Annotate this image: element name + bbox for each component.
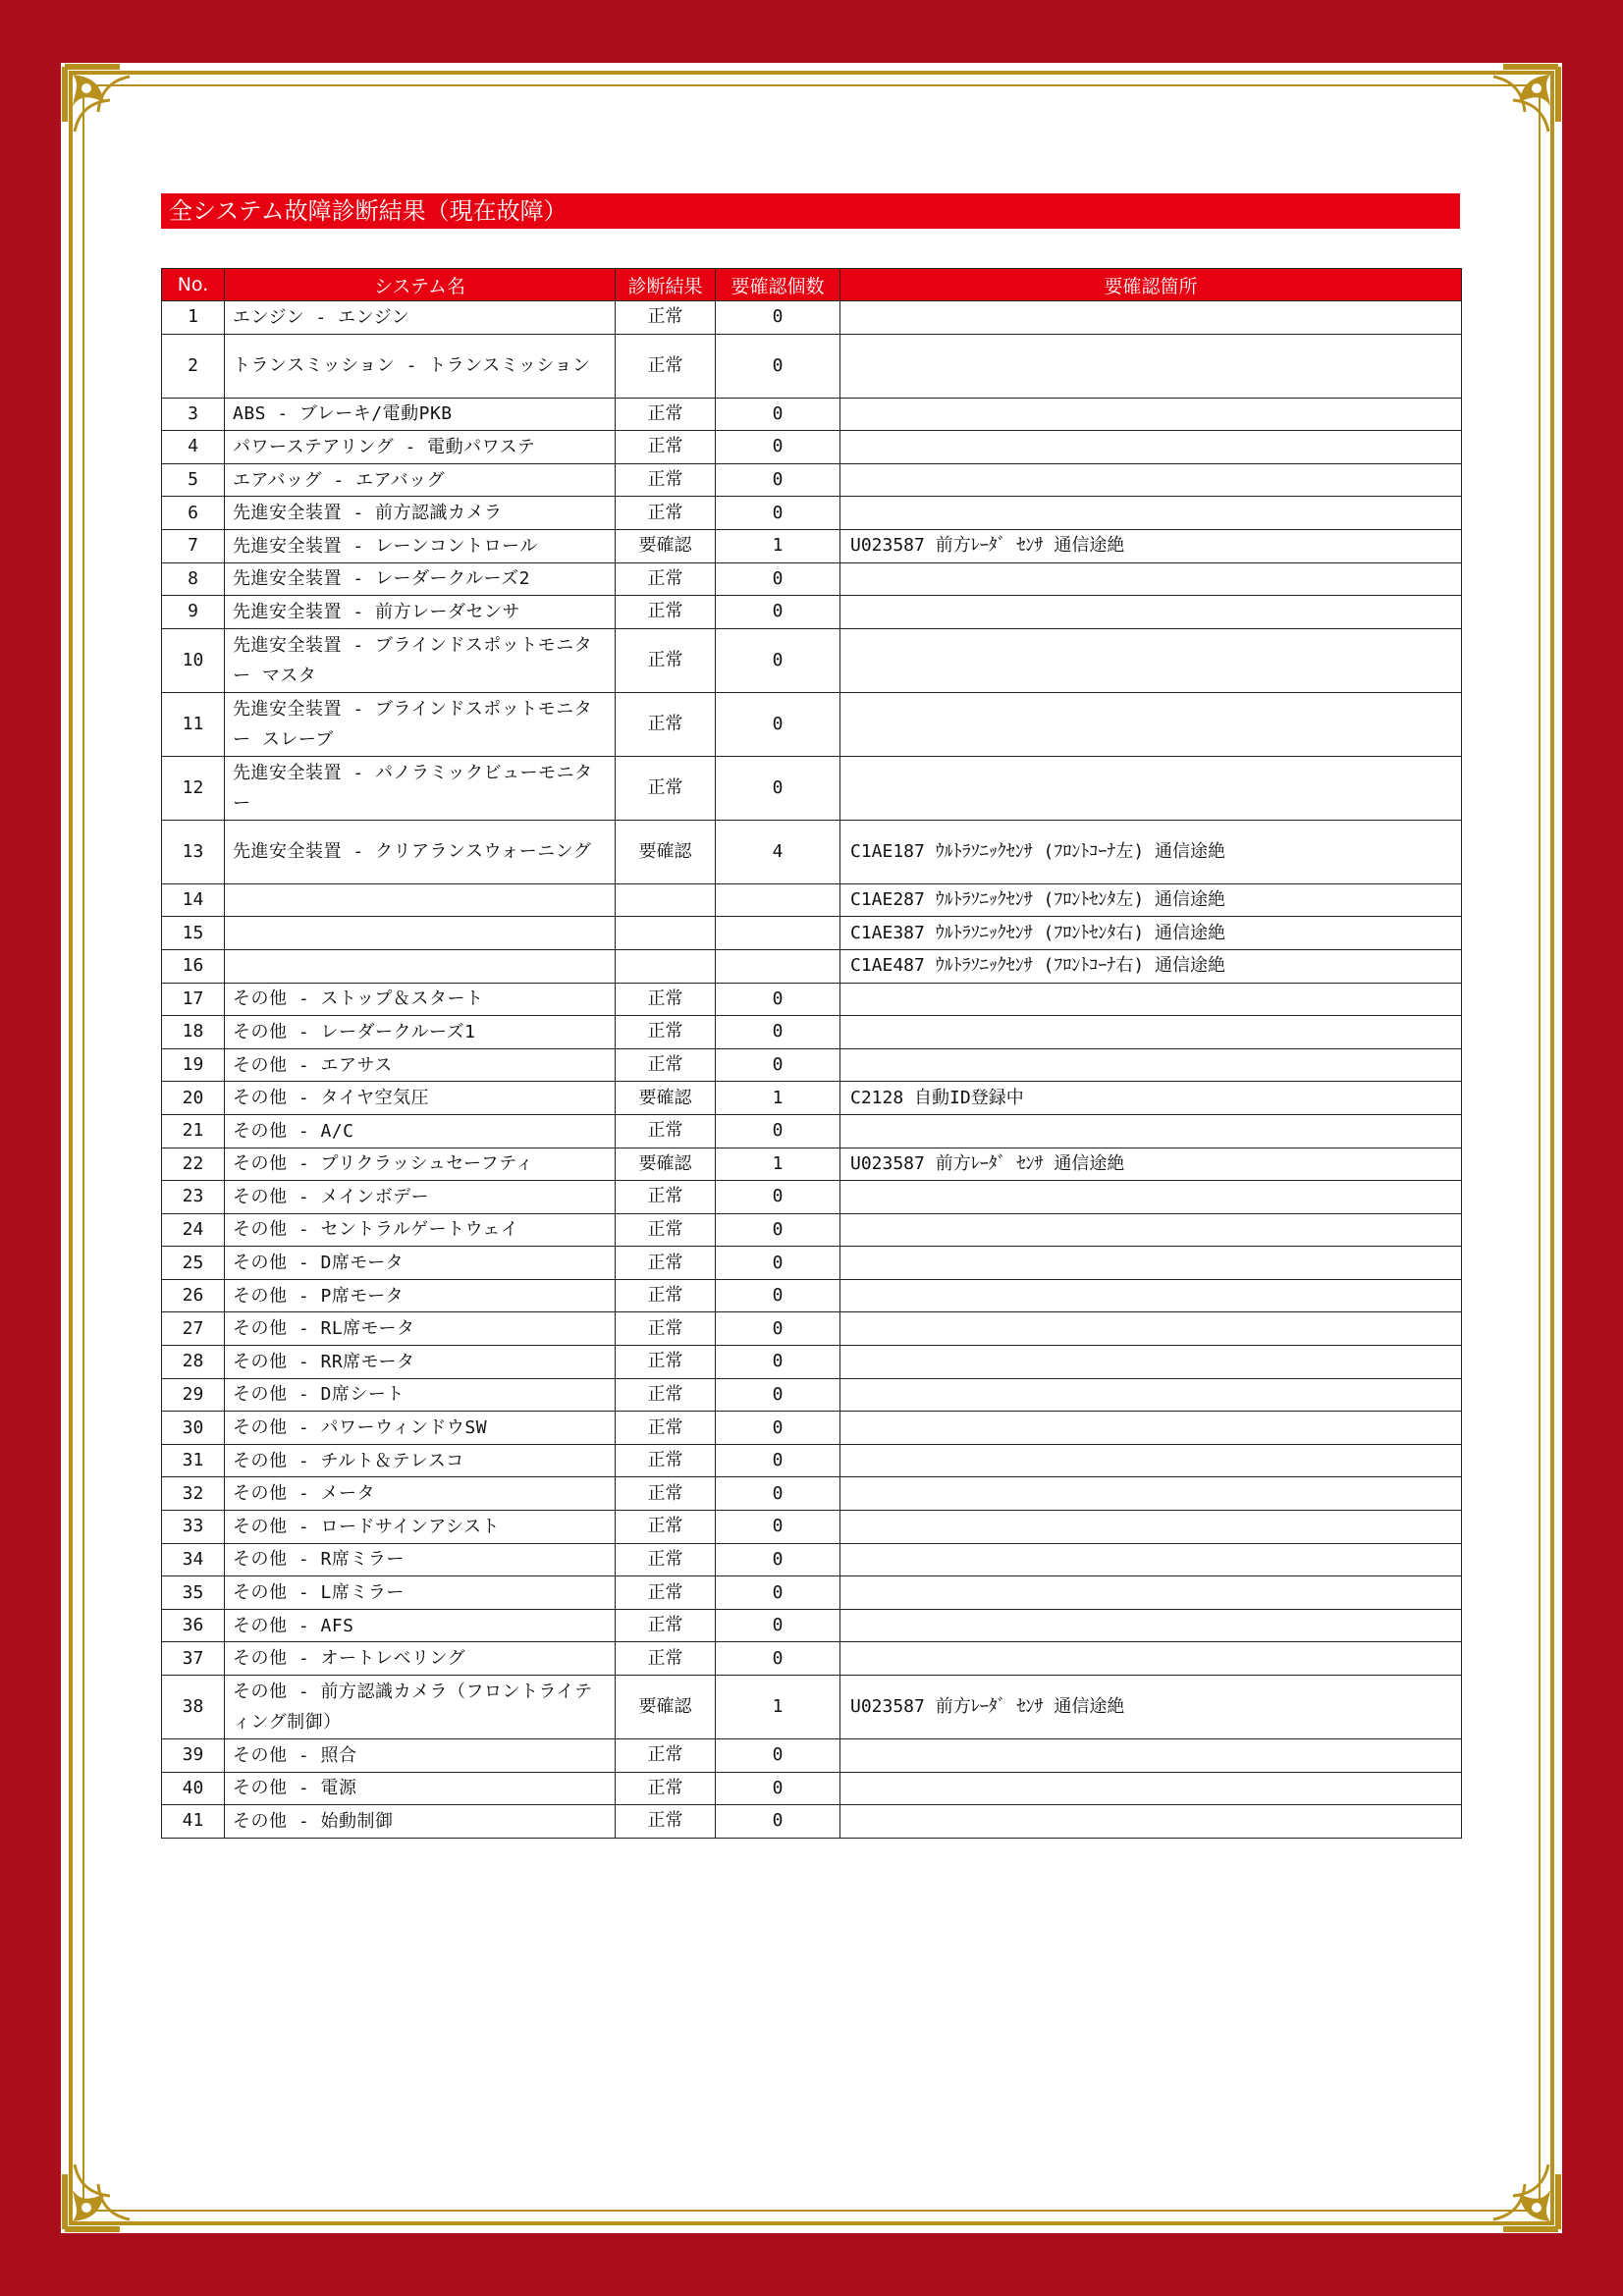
column-header-result: 診断結果	[616, 269, 716, 301]
table-row	[162, 1016, 1462, 1049]
cell-count: 1	[716, 529, 840, 562]
cell-system: その他 - ロードサインアシスト	[225, 1511, 616, 1544]
cell-no: 12	[162, 756, 225, 820]
table-row	[162, 1412, 1462, 1445]
cell-system: その他 - チルト＆テレスコ	[225, 1444, 616, 1477]
cell-result: 正常	[616, 463, 716, 497]
table-row	[162, 628, 1462, 692]
cell-no: 21	[162, 1114, 225, 1148]
cell-count	[716, 917, 840, 950]
table-row	[162, 1477, 1462, 1511]
cell-system: 先進安全装置 - パノラミックビューモニター	[225, 756, 616, 820]
cell-no: 15	[162, 917, 225, 950]
cell-location	[840, 1576, 1462, 1610]
cell-count: 1	[716, 1148, 840, 1181]
cell-count: 0	[716, 334, 840, 398]
cell-result: 正常	[616, 1642, 716, 1676]
cell-count: 0	[716, 301, 840, 335]
cell-count: 0	[716, 398, 840, 431]
cell-result: 正常	[616, 692, 716, 756]
cell-result: 要確認	[616, 820, 716, 883]
cell-system: その他 - 電源	[225, 1772, 616, 1805]
cell-location	[840, 1511, 1462, 1544]
column-header-system: システム名	[225, 269, 616, 301]
cell-result: 正常	[616, 596, 716, 629]
table-row	[162, 497, 1462, 530]
cell-count: 0	[716, 562, 840, 596]
cell-system: その他 - パワーウィンドウSW	[225, 1412, 616, 1445]
cell-no: 7	[162, 529, 225, 562]
cell-system: パワーステアリング - 電動パワステ	[225, 431, 616, 464]
cell-location	[840, 431, 1462, 464]
cell-no: 10	[162, 628, 225, 692]
cell-system: その他 - 照合	[225, 1739, 616, 1773]
table-row	[162, 463, 1462, 497]
cell-result: 正常	[616, 1576, 716, 1610]
cell-system: その他 - エアサス	[225, 1048, 616, 1082]
cell-result: 正常	[616, 334, 716, 398]
cell-system: その他 - メータ	[225, 1477, 616, 1511]
table-row	[162, 562, 1462, 596]
cell-result: 正常	[616, 1279, 716, 1312]
table-row	[162, 917, 1462, 950]
cell-system: その他 - タイヤ空気圧	[225, 1082, 616, 1115]
cell-result: 正常	[616, 431, 716, 464]
cell-result: 正常	[616, 1181, 716, 1214]
cell-location	[840, 497, 1462, 530]
cell-result: 正常	[616, 1739, 716, 1773]
ornament-corner-icon	[61, 63, 149, 151]
cell-count: 0	[716, 1346, 840, 1379]
column-header-no: No.	[162, 269, 225, 301]
cell-system: その他 - A/C	[225, 1114, 616, 1148]
cell-count: 0	[716, 1312, 840, 1346]
cell-count: 0	[716, 1772, 840, 1805]
cell-location	[840, 756, 1462, 820]
cell-system: その他 - プリクラッシュセーフティ	[225, 1148, 616, 1181]
cell-system: その他 - R席ミラー	[225, 1543, 616, 1576]
cell-count: 0	[716, 1576, 840, 1610]
cell-result: 正常	[616, 1805, 716, 1839]
cell-count: 0	[716, 1805, 840, 1839]
cell-location	[840, 1412, 1462, 1445]
cell-count: 0	[716, 1114, 840, 1148]
table-row	[162, 1247, 1462, 1280]
cell-no: 3	[162, 398, 225, 431]
table-row	[162, 334, 1462, 398]
cell-count: 0	[716, 1247, 840, 1280]
cell-location	[840, 1805, 1462, 1839]
cell-system: エンジン - エンジン	[225, 301, 616, 335]
cell-system: その他 - セントラルゲートウェイ	[225, 1213, 616, 1247]
cell-count: 0	[716, 1477, 840, 1511]
cell-system: トランスミッション - トランスミッション	[225, 334, 616, 398]
cell-location	[840, 1477, 1462, 1511]
cell-result: 正常	[616, 1543, 716, 1576]
cell-result: 正常	[616, 562, 716, 596]
cell-count: 0	[716, 1543, 840, 1576]
cell-count: 0	[716, 497, 840, 530]
table-row	[162, 1739, 1462, 1773]
table-row	[162, 1312, 1462, 1346]
cell-result: 要確認	[616, 529, 716, 562]
cell-no: 38	[162, 1676, 225, 1739]
cell-location	[840, 1378, 1462, 1412]
table-row	[162, 756, 1462, 820]
cell-location	[840, 1772, 1462, 1805]
cell-location	[840, 1346, 1462, 1379]
cell-no: 40	[162, 1772, 225, 1805]
table-row	[162, 983, 1462, 1016]
table-row	[162, 1444, 1462, 1477]
cell-result: 正常	[616, 1312, 716, 1346]
cell-location: C1AE387 ｳﾙﾄﾗｿﾆｯｸｾﾝｻ (ﾌﾛﾝﾄｾﾝﾀ右) 通信途絶	[840, 917, 1462, 950]
cell-location	[840, 1609, 1462, 1642]
table-row	[162, 1511, 1462, 1544]
cell-result: 正常	[616, 1412, 716, 1445]
cell-result: 要確認	[616, 1676, 716, 1739]
cell-location	[840, 628, 1462, 692]
cell-system: 先進安全装置 - レーンコントロール	[225, 529, 616, 562]
cell-location	[840, 1181, 1462, 1214]
cell-count: 0	[716, 1642, 840, 1676]
cell-system	[225, 917, 616, 950]
cell-no: 17	[162, 983, 225, 1016]
cell-no: 36	[162, 1609, 225, 1642]
cell-no: 14	[162, 883, 225, 917]
cell-system: ABS - ブレーキ/電動PKB	[225, 398, 616, 431]
cell-result: 正常	[616, 756, 716, 820]
table-row	[162, 398, 1462, 431]
cell-location	[840, 1543, 1462, 1576]
cell-result	[616, 883, 716, 917]
cell-count	[716, 949, 840, 983]
cell-no: 11	[162, 692, 225, 756]
cell-location	[840, 301, 1462, 335]
table-row	[162, 596, 1462, 629]
cell-system: 先進安全装置 - 前方認識カメラ	[225, 497, 616, 530]
cell-result: 正常	[616, 1772, 716, 1805]
table-row	[162, 1609, 1462, 1642]
cell-no: 1	[162, 301, 225, 335]
cell-result: 正常	[616, 398, 716, 431]
column-header-count: 要確認個数	[716, 269, 840, 301]
cell-system: エアバッグ - エアバッグ	[225, 463, 616, 497]
cell-location	[840, 562, 1462, 596]
cell-location	[840, 334, 1462, 398]
cell-count: 0	[716, 431, 840, 464]
cell-count: 0	[716, 983, 840, 1016]
cell-location	[840, 1247, 1462, 1280]
table-row	[162, 1279, 1462, 1312]
cell-no: 19	[162, 1048, 225, 1082]
cell-no: 9	[162, 596, 225, 629]
cell-result	[616, 917, 716, 950]
cell-count: 0	[716, 463, 840, 497]
table-row	[162, 431, 1462, 464]
cell-count: 0	[716, 628, 840, 692]
cell-system: その他 - D席モータ	[225, 1247, 616, 1280]
ornament-corner-icon	[61, 2145, 149, 2233]
cell-count: 1	[716, 1082, 840, 1115]
cell-no: 4	[162, 431, 225, 464]
cell-location: C1AE287 ｳﾙﾄﾗｿﾆｯｸｾﾝｻ (ﾌﾛﾝﾄｾﾝﾀ左) 通信途絶	[840, 883, 1462, 917]
cell-system: 先進安全装置 - クリアランスウォーニング	[225, 820, 616, 883]
table-row	[162, 1082, 1462, 1115]
column-header-location: 要確認箇所	[840, 269, 1462, 301]
cell-count: 0	[716, 1511, 840, 1544]
table-row	[162, 1213, 1462, 1247]
table-row	[162, 1676, 1462, 1739]
cell-location	[840, 692, 1462, 756]
cell-no: 37	[162, 1642, 225, 1676]
cell-result: 正常	[616, 1609, 716, 1642]
cell-location: C1AE187 ｳﾙﾄﾗｿﾆｯｸｾﾝｻ (ﾌﾛﾝﾄｺｰﾅ左) 通信途絶	[840, 820, 1462, 883]
table-row	[162, 949, 1462, 983]
cell-location	[840, 463, 1462, 497]
cell-count: 1	[716, 1676, 840, 1739]
table-row	[162, 1048, 1462, 1082]
cell-system: 先進安全装置 - レーダークルーズ2	[225, 562, 616, 596]
cell-no: 31	[162, 1444, 225, 1477]
cell-no: 35	[162, 1576, 225, 1610]
cell-system: その他 - レーダークルーズ1	[225, 1016, 616, 1049]
report-title: 全システム故障診断結果（現在故障）	[161, 193, 1460, 229]
cell-system: その他 - RR席モータ	[225, 1346, 616, 1379]
cell-system: その他 - メインボデー	[225, 1181, 616, 1214]
table-row	[162, 301, 1462, 335]
cell-no: 29	[162, 1378, 225, 1412]
table-row	[162, 529, 1462, 562]
cell-result: 正常	[616, 1477, 716, 1511]
cell-result: 要確認	[616, 1148, 716, 1181]
table-row	[162, 883, 1462, 917]
cell-result: 正常	[616, 1511, 716, 1544]
cell-system: その他 - 始動制御	[225, 1805, 616, 1839]
cell-count: 0	[716, 596, 840, 629]
report-page	[61, 63, 1562, 2233]
cell-system: その他 - L席ミラー	[225, 1576, 616, 1610]
cell-count: 0	[716, 1609, 840, 1642]
cell-count: 4	[716, 820, 840, 883]
ornament-corner-icon	[1474, 63, 1562, 151]
cell-location	[840, 1312, 1462, 1346]
cell-no: 8	[162, 562, 225, 596]
cell-count: 0	[716, 756, 840, 820]
cell-no: 24	[162, 1213, 225, 1247]
cell-system: その他 - RL席モータ	[225, 1312, 616, 1346]
cell-system: その他 - ストップ＆スタート	[225, 983, 616, 1016]
cell-location: U023587 前方ﾚｰﾀﾞ ｾﾝｻ 通信途絶	[840, 1676, 1462, 1739]
cell-system: その他 - D席シート	[225, 1378, 616, 1412]
table-row	[162, 1642, 1462, 1676]
cell-system	[225, 949, 616, 983]
cell-result: 正常	[616, 497, 716, 530]
cell-no: 26	[162, 1279, 225, 1312]
table-row	[162, 692, 1462, 756]
table-row	[162, 1772, 1462, 1805]
cell-location	[840, 1114, 1462, 1148]
cell-system	[225, 883, 616, 917]
cell-no: 41	[162, 1805, 225, 1839]
cell-location	[840, 1279, 1462, 1312]
cell-result	[616, 949, 716, 983]
cell-location	[840, 983, 1462, 1016]
cell-system: その他 - 前方認識カメラ（フロントライティング制御）	[225, 1676, 616, 1739]
cell-location	[840, 1213, 1462, 1247]
cell-result: 正常	[616, 628, 716, 692]
cell-no: 28	[162, 1346, 225, 1379]
cell-result: 要確認	[616, 1082, 716, 1115]
cell-no: 16	[162, 949, 225, 983]
cell-location	[840, 1048, 1462, 1082]
table-row	[162, 820, 1462, 883]
cell-no: 25	[162, 1247, 225, 1280]
cell-system: 先進安全装置 - ブラインドスポットモニター マスタ	[225, 628, 616, 692]
cell-result: 正常	[616, 1016, 716, 1049]
cell-count: 0	[716, 1016, 840, 1049]
cell-result: 正常	[616, 1114, 716, 1148]
cell-no: 5	[162, 463, 225, 497]
cell-no: 20	[162, 1082, 225, 1115]
cell-no: 6	[162, 497, 225, 530]
cell-count: 0	[716, 692, 840, 756]
cell-system: 先進安全装置 - ブラインドスポットモニター スレーブ	[225, 692, 616, 756]
table-row	[162, 1576, 1462, 1610]
cell-system: 先進安全装置 - 前方レーダセンサ	[225, 596, 616, 629]
table-row	[162, 1378, 1462, 1412]
cell-count: 0	[716, 1378, 840, 1412]
cell-count: 0	[716, 1048, 840, 1082]
cell-no: 27	[162, 1312, 225, 1346]
table-row	[162, 1181, 1462, 1214]
cell-system: その他 - オートレベリング	[225, 1642, 616, 1676]
cell-result: 正常	[616, 1378, 716, 1412]
cell-count: 0	[716, 1279, 840, 1312]
table-row	[162, 1543, 1462, 1576]
cell-result: 正常	[616, 1346, 716, 1379]
cell-no: 22	[162, 1148, 225, 1181]
cell-no: 2	[162, 334, 225, 398]
cell-count: 0	[716, 1444, 840, 1477]
table-row	[162, 1114, 1462, 1148]
table-row	[162, 1148, 1462, 1181]
cell-result: 正常	[616, 1213, 716, 1247]
cell-result: 正常	[616, 301, 716, 335]
table-row	[162, 1346, 1462, 1379]
cell-location	[840, 1444, 1462, 1477]
cell-location	[840, 1739, 1462, 1773]
cell-system: その他 - AFS	[225, 1609, 616, 1642]
cell-no: 23	[162, 1181, 225, 1214]
cell-no: 13	[162, 820, 225, 883]
cell-no: 18	[162, 1016, 225, 1049]
cell-location	[840, 1016, 1462, 1049]
ornament-corner-icon	[1474, 2145, 1562, 2233]
cell-no: 34	[162, 1543, 225, 1576]
cell-count: 0	[716, 1412, 840, 1445]
cell-no: 30	[162, 1412, 225, 1445]
cell-result: 正常	[616, 1247, 716, 1280]
cell-result: 正常	[616, 1048, 716, 1082]
cell-no: 33	[162, 1511, 225, 1544]
cell-location	[840, 596, 1462, 629]
cell-result: 正常	[616, 1444, 716, 1477]
cell-location: U023587 前方ﾚｰﾀﾞ ｾﾝｻ 通信途絶	[840, 529, 1462, 562]
cell-location	[840, 1642, 1462, 1676]
table-header-row	[162, 269, 1462, 301]
cell-count: 0	[716, 1213, 840, 1247]
cell-count: 0	[716, 1739, 840, 1773]
cell-location: C1AE487 ｳﾙﾄﾗｿﾆｯｸｾﾝｻ (ﾌﾛﾝﾄｺｰﾅ右) 通信途絶	[840, 949, 1462, 983]
cell-location	[840, 398, 1462, 431]
cell-result: 正常	[616, 983, 716, 1016]
cell-no: 39	[162, 1739, 225, 1773]
table-row	[162, 1805, 1462, 1839]
cell-count	[716, 883, 840, 917]
cell-location: U023587 前方ﾚｰﾀﾞ ｾﾝｻ 通信途絶	[840, 1148, 1462, 1181]
cell-location: C2128 自動ID登録中	[840, 1082, 1462, 1115]
cell-no: 32	[162, 1477, 225, 1511]
diagnosis-table	[161, 268, 1462, 1839]
cell-count: 0	[716, 1181, 840, 1214]
cell-system: その他 - P席モータ	[225, 1279, 616, 1312]
